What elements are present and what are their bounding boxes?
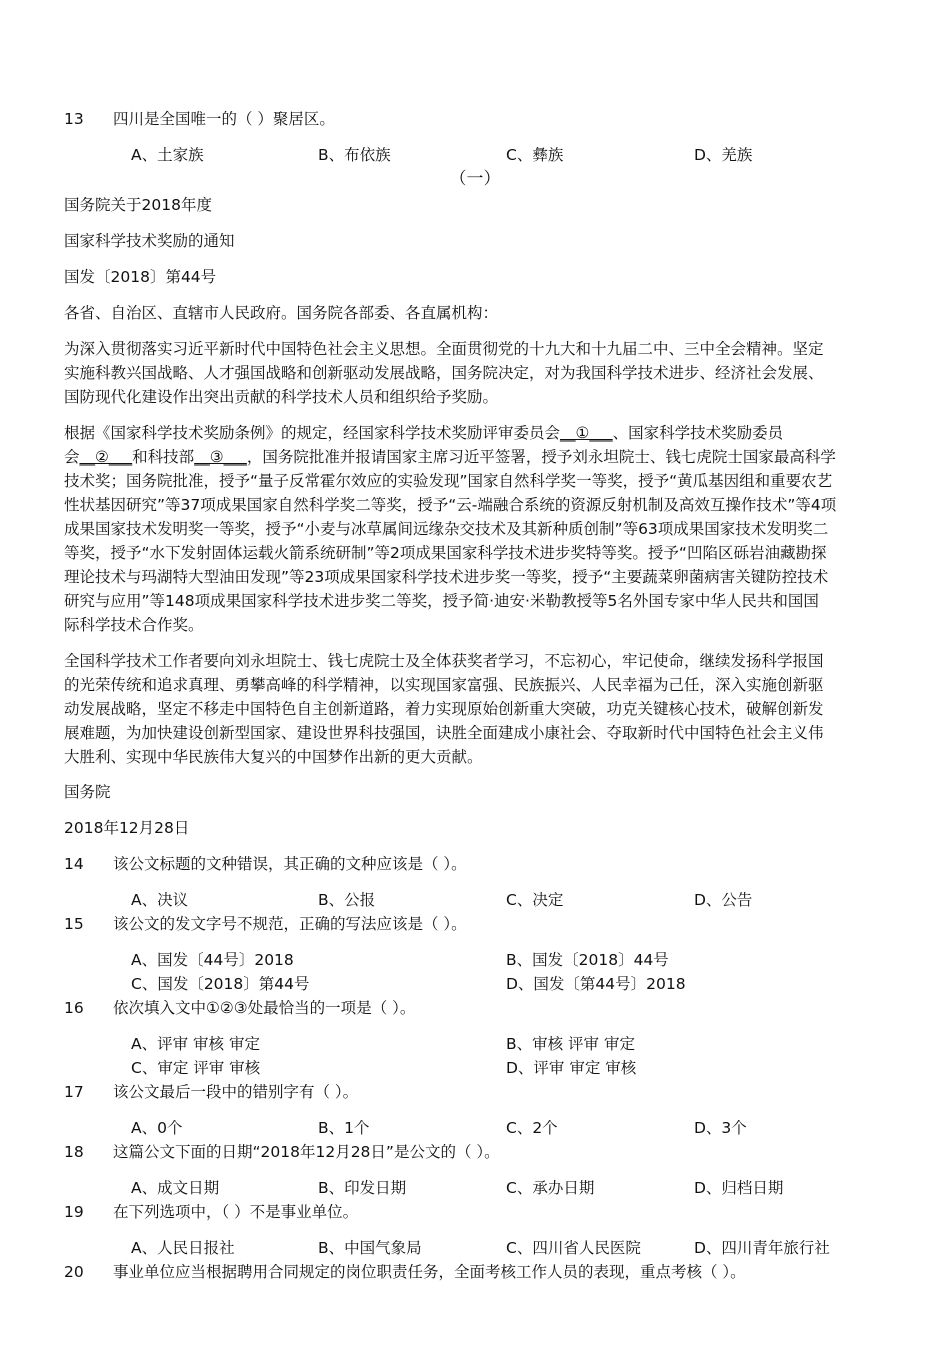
paragraph-line: 等奖，授予“水下发射固体运载火箭系统研制”等2项成果国家科学技术进步奖特等奖。授予“凹陷区砾岩油藏勘探: [64, 544, 827, 562]
option-a: A、人民日报社: [131, 1239, 235, 1257]
option-d: D、四川青年旅行社: [694, 1239, 830, 1257]
option-d: D、羌族: [694, 146, 753, 164]
option-a: A、国发〔44号〕2018: [131, 951, 294, 969]
option-b: B、印发日期: [318, 1179, 407, 1197]
paragraph-line: [64, 445, 887, 469]
option-d: D、公告: [694, 891, 753, 909]
option-a: A、0个: [131, 1119, 183, 1137]
paragraph-line: 展难题，为加快建设创新型国家、建设世界科技强国，诀胜全面建成小康社会、夺取新时代中国特色社会主义伟: [64, 724, 824, 742]
notice-title-line-2: 国家科学技术奖励的通知: [64, 232, 235, 250]
option-c: C、承办日期: [506, 1179, 595, 1197]
question-text: 该公文的发文字号不规范，正确的写法应该是（ ）。: [113, 915, 467, 933]
question-text: 在下列选项中，（ ）不是事业单位。: [113, 1203, 359, 1221]
text-segment: 会: [64, 448, 80, 466]
paragraph-line: 研究与应用”等148项成果国家科学技术进步奖二等奖，授予简·迪安·米勒教授等5名外国专家中华人民共和国国: [64, 592, 819, 610]
text-segment: 、国家科学技术奖励委员: [612, 424, 784, 442]
text-segment: 和科技部: [132, 448, 195, 466]
question-number: 13: [64, 110, 84, 128]
notice-paragraph-2: [64, 421, 887, 637]
paragraph-line: 际科学技术合作奖。: [64, 616, 204, 634]
question-number: 14: [64, 855, 84, 873]
paragraph-line: 实施科教兴国战略、人才强国战略和创新驱动发展战略，国务院决定，对为我国科学技术进步、经济社会发展、: [64, 364, 824, 382]
paragraph-line: 成果国家技术发明奖一等奖，授予“小麦与冰草属间远缘杂交技术及其新种质创制”等63项成果国家技术发明奖二: [64, 520, 829, 538]
text-segment: 根据《国家科学技术奖励条例》的规定，经国家科学技术奖励评审委员会: [64, 424, 561, 442]
question-text: 四川是全国唯一的（ ）聚居区。: [113, 110, 335, 128]
option-c: C、四川省人民医院: [506, 1239, 641, 1257]
option-c: C、彝族: [506, 146, 564, 164]
question-number: 18: [64, 1143, 84, 1161]
blank-1: __①___: [560, 424, 613, 442]
paragraph-line: 技术奖；国务院批准，授予“量子反常霍尔效应的实验发现”国家自然科学奖一等奖，授予“黄瓜基因组和重要农艺: [64, 472, 833, 490]
paragraph-line: 理论技术与玛湖特大型油田发现”等23项成果国家科学技术进步奖一等奖，授予“主要蔬菜卵菌病害关键防控技术: [64, 568, 829, 586]
notice-date: 2018年12月28日: [64, 819, 190, 837]
text-segment: ，国务院批准并报请国家主席习近平签署，授予刘永坦院士、钱七虎院士国家最高科学: [246, 448, 836, 466]
notice-doc-number: 国发〔2018〕第44号: [64, 268, 217, 286]
option-b: B、审核 评审 审定: [506, 1035, 635, 1053]
option-c: C、审定 评审 审核: [131, 1059, 261, 1077]
question-text: 事业单位应当根据聘用合同规定的岗位职责任务，全面考核工作人员的表现，重点考核（ ）。: [113, 1263, 746, 1281]
paragraph-line: [64, 421, 887, 445]
paragraph-line: 国防现代化建设作出突出贡献的科学技术人员和组织给予奖励。: [64, 388, 499, 406]
option-b: B、国发〔2018〕44号: [506, 951, 669, 969]
option-a: A、决议: [131, 891, 189, 909]
question-text: 依次填入文中①②③处最恰当的一项是（ ）。: [113, 999, 416, 1017]
option-d: D、国发〔第44号〕2018: [506, 975, 686, 993]
paragraph-line: 全国科学技术工作者要向刘永坦院士、钱七虎院士及全体获奖者学习，不忘初心，牢记使命，继续发扬科学报国: [64, 652, 824, 670]
question-text: 该公文最后一段中的错别字有（ ）。: [113, 1083, 359, 1101]
option-a: A、评审 审核 审定: [131, 1035, 260, 1053]
option-d: D、归档日期: [694, 1179, 784, 1197]
question-number: 17: [64, 1083, 84, 1101]
option-d: D、评审 审定 审核: [506, 1059, 637, 1077]
option-b: B、中国气象局: [318, 1239, 422, 1257]
option-b: B、1个: [318, 1119, 370, 1137]
paragraph-line: 性状基因研究”等37项成果国家自然科学奖二等奖，授予“云-端融合系统的资源反射机制及高效互操作技术”等4项: [64, 496, 837, 514]
question-number: 16: [64, 999, 84, 1017]
option-c: C、2个: [506, 1119, 558, 1137]
notice-title-line-1: 国务院关于2018年度: [64, 196, 212, 214]
paragraph-line: 动发展战略，坚定不移走中国特色自主创新道路，着力实现原始创新重大突破，功克关键核心技术，破解创新发: [64, 700, 824, 718]
option-a: A、成文日期: [131, 1179, 220, 1197]
option-b: B、公报: [318, 891, 376, 909]
question-number: 19: [64, 1203, 84, 1221]
notice-signature: 国务院: [64, 783, 111, 801]
option-a: A、土家族: [131, 146, 204, 164]
option-d: D、3个: [694, 1119, 747, 1137]
option-b: B、布依族: [318, 146, 391, 164]
notice-paragraph-1: [64, 337, 887, 409]
paragraph-line: 为深入贯彻落实习近平新时代中国特色社会主义思想。全面贯彻党的十九大和十九届二中、三中全会精神。坚定: [64, 340, 824, 358]
option-c: C、决定: [506, 891, 564, 909]
paragraph-line: 大胜利、实现中华民族伟大复兴的中国梦作出新的更大贡献。: [64, 748, 483, 766]
option-c: C、国发〔2018〕第44号: [131, 975, 310, 993]
paragraph-line: 的光荣传统和追求真理、勇攀高峰的科学精神，以实现国家富强、民族振兴、人民幸福为己任，深入实施创新驱: [64, 676, 824, 694]
question-text: 该公文标题的文种错误，其正确的文种应该是（ ）。: [113, 855, 467, 873]
blank-2: __②___: [79, 448, 133, 466]
question-number: 15: [64, 915, 84, 933]
notice-addressee: 各省、自治区、直辖市人民政府。国务院各部委、各直属机构：: [64, 304, 499, 322]
notice-paragraph-3: [64, 649, 887, 769]
blank-3: __③___: [194, 448, 247, 466]
section-mark: （一）: [449, 169, 501, 189]
question-number: 20: [64, 1263, 84, 1281]
question-text: 这篇公文下面的日期“2018年12月28日”是公文的（ ）。: [113, 1143, 500, 1161]
